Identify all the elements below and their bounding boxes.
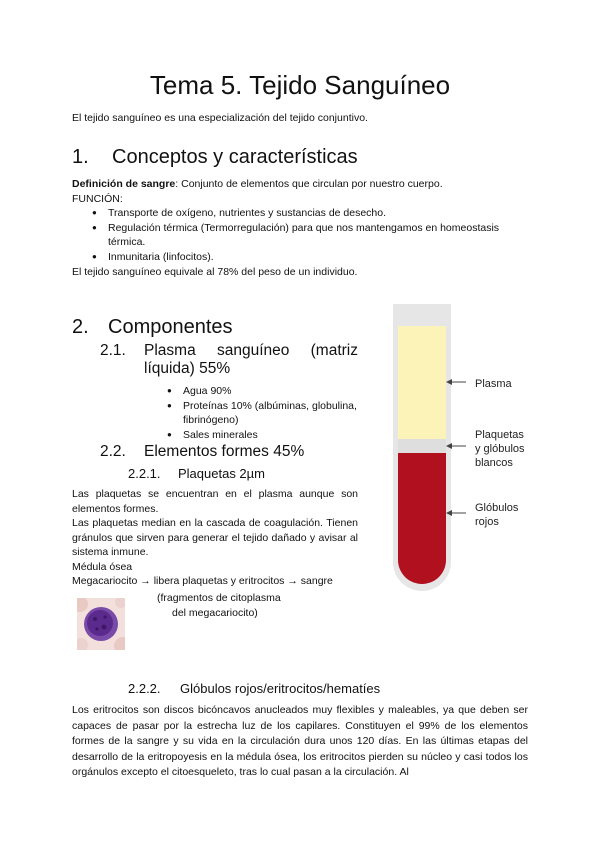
subsection-2-2-1-number: 2.2.1. — [128, 466, 161, 481]
section-2-heading — [72, 316, 233, 339]
medula-osea: Médula ósea — [72, 560, 133, 573]
list-item: ● Sales minerales — [165, 428, 358, 443]
section-1-heading — [72, 146, 358, 169]
section-1-title: Conceptos y características — [112, 146, 358, 168]
plasma-list — [165, 384, 358, 442]
section-2-number: 2. — [72, 316, 89, 338]
tube-label-buffy-line2: y glóbulos — [475, 443, 525, 455]
list-item: ● Agua 90% — [165, 384, 358, 399]
tube-label-red-line2: rojos — [475, 516, 499, 528]
subsection-2-2-title: Elementos formes 45% — [144, 443, 305, 460]
subsection-2-1-title-line1: Plasma sanguíneo (matriz — [144, 342, 358, 359]
megacariocito-line: Megacariocito → libera plaquetas y eritrocitos → sangre — [72, 575, 333, 587]
plaquetas-body — [72, 487, 358, 589]
function-list — [90, 206, 532, 264]
weight-note: El tejido sanguíneo equivale al 78% del peso de un individuo. — [72, 266, 358, 278]
globulos-rojos-paragraph: Los eritrocitos son discos bicóncavos anucleados muy flexibles y maleables, ya que deben ser capaces de pasar por la estrecha luz de los capilares. Constituyen el 99% de los elementos formes de la sangre y su vida en la circulación dura unos 120 días. En las últimas etapas del desarrollo de la eritropoyesis en la médula ósea, los eritrocitos pierden su núcleo y casi todos los orgánulos excepto el citoesqueleto, tras lo cual pasan a la circulación. Al — [72, 704, 528, 778]
definition-label: Definición de sangre — [72, 178, 176, 190]
section-2-title: Componentes — [108, 316, 233, 338]
plaquetas-paragraph-1: Las plaquetas se encuentran en el plasma aunque son elementos formes. — [72, 488, 358, 515]
tube-label-red-line1: Glóbulos — [475, 502, 519, 514]
section-1-body — [72, 177, 532, 264]
intro-text: El tejido sanguíneo es una especialización del tejido conjuntivo. — [72, 112, 368, 124]
subsection-2-2-2-number: 2.2.2. — [128, 681, 161, 696]
fragment-line-1: (fragmentos de citoplasma — [157, 592, 281, 604]
subsection-2-2-1-title: Plaquetas 2µm — [178, 466, 265, 481]
page-title: Tema 5. Tejido Sanguíneo — [149, 70, 451, 100]
plaquetas-paragraph-2: Las plaquetas median en la cascada de coagulación. Tienen gránulos que sirven para generar el tejido dañado y avisar al sistema inmune. — [72, 517, 358, 558]
tube-label-buffy-line3: blancos — [475, 457, 513, 469]
subsection-2-2-2-title: Glóbulos rojos/eritrocitos/hematíes — [180, 681, 381, 696]
subsection-2-2-heading — [100, 443, 304, 461]
fragment-note — [157, 591, 281, 620]
list-item: ● Inmunitaria (linfocitos). — [90, 250, 532, 265]
list-item: ● Transporte de oxígeno, nutrientes y sustancias de desecho. — [90, 206, 532, 221]
tube-label-red — [475, 501, 518, 529]
tube-label-buffy-line1: Plaquetas — [475, 429, 524, 441]
fragment-line-2: del megacariocito) — [172, 606, 258, 619]
subsection-2-2-number: 2.2. — [100, 443, 126, 460]
function-label: FUNCIÓN: — [72, 192, 123, 205]
list-item: ● Regulación térmica (Termorregulación) para que nos mantengamos en homeostasis térmica. — [90, 221, 532, 250]
subsection-2-1-title-line2: líquida) 55% — [144, 360, 231, 377]
tube-label-plasma: Plasma — [475, 378, 512, 390]
megakaryocyte-micrograph — [77, 598, 125, 650]
list-item: ● Proteínas 10% (albúminas, globulina, fibrinógeno) — [165, 399, 358, 428]
definition-text: : Conjunto de elementos que circulan por nuestro cuerpo. — [175, 178, 443, 190]
subsection-2-1-heading — [100, 342, 358, 378]
section-1-number: 1. — [72, 146, 89, 168]
subsection-2-2-1-heading — [128, 466, 265, 481]
subsection-2-1-number: 2.1. — [100, 342, 126, 359]
tube-label-buffy — [475, 428, 525, 470]
subsection-2-2-2-heading — [128, 681, 380, 696]
definition-line — [72, 177, 532, 192]
